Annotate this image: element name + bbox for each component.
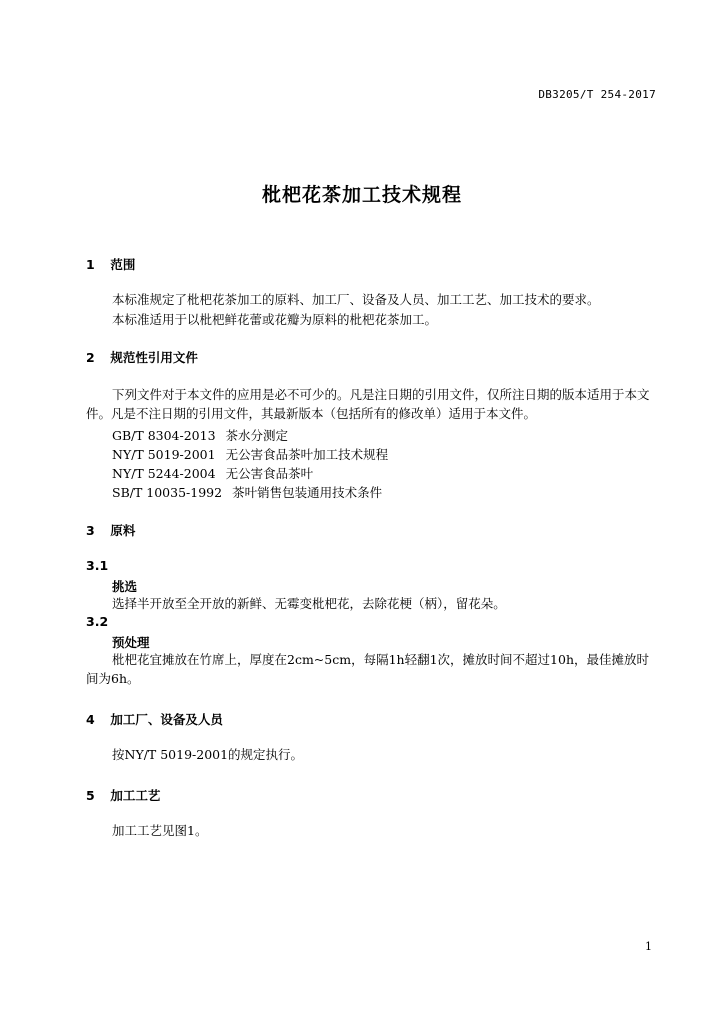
section-number: 3 — [86, 523, 95, 538]
section-5-text: 加工工艺见图1。 — [112, 823, 208, 838]
section-4-text: 按NY/T 5019-2001的规定执行。 — [112, 747, 304, 762]
document-title: 枇杷花茶加工技术规程 — [261, 184, 462, 206]
subsection-3-2-title: 预处理 — [112, 635, 150, 650]
section-1-paragraph-2: 本标准适用于以枇杷鲜花蕾或花瓣为原料的枇杷花茶加工。 — [112, 312, 438, 327]
reference-name: 茶水分测定 — [225, 428, 289, 443]
reference-item — [112, 445, 388, 463]
section-title: 原料 — [110, 523, 136, 538]
reference-code: NY/T 5019-2001 — [112, 447, 216, 462]
subsection-3-1-title: 挑选 — [112, 579, 138, 594]
section-4-heading — [86, 710, 223, 728]
reference-name: 无公害食品茶叶加工技术规程 — [225, 447, 389, 462]
section-number: 2 — [86, 350, 95, 365]
section-5-heading — [86, 786, 160, 804]
section-number: 4 — [86, 712, 95, 727]
section-title: 加工工艺 — [110, 788, 161, 803]
section-number: 5 — [86, 788, 95, 803]
section-3-heading — [86, 521, 135, 539]
reference-name: 无公害食品茶叶 — [225, 466, 314, 481]
reference-item — [112, 426, 288, 444]
section-1-heading — [86, 255, 135, 273]
section-2-intro: 下列文件对于本文件的应用是必不可少的。凡是注日期的引用文件，仅所注日期的版本适用于本文件。凡是不注日期的引用文件，其最新版本（包括所有的修改单）适用于本文件。 — [86, 387, 650, 421]
subsection-3-2-number: 3.2 — [86, 614, 109, 629]
document-id: DB3205/T 254-2017 — [538, 88, 656, 101]
section-1-paragraph-1: 本标准规定了枇杷花茶加工的原料、加工厂、设备及人员、加工工艺、加工技术的要求。 — [112, 292, 600, 307]
reference-name: 茶叶销售包装通用技术条件 — [232, 485, 383, 500]
subsection-3-1-number: 3.1 — [86, 558, 109, 573]
reference-item — [112, 483, 382, 501]
subsection-3-1-text: 选择半开放至全开放的新鲜、无霉变枇杷花，去除花梗（柄），留花朵。 — [112, 596, 506, 611]
reference-item — [112, 464, 313, 482]
section-2-heading — [86, 348, 198, 366]
section-title: 加工厂、设备及人员 — [110, 712, 223, 727]
section-title: 范围 — [110, 257, 136, 272]
section-title: 规范性引用文件 — [110, 350, 198, 365]
reference-code: SB/T 10035-1992 — [112, 485, 223, 500]
section-number: 1 — [86, 257, 95, 272]
subsection-3-2-text: 枇杷花宜摊放在竹席上，厚度在2cm~5cm，每隔1h轻翻1次，摊放时间不超过10h，最佳摊放时间为6h。 — [86, 652, 650, 686]
reference-code: NY/T 5244-2004 — [112, 466, 216, 481]
reference-code: GB/T 8304-2013 — [112, 428, 216, 443]
page-number: 1 — [645, 940, 652, 953]
